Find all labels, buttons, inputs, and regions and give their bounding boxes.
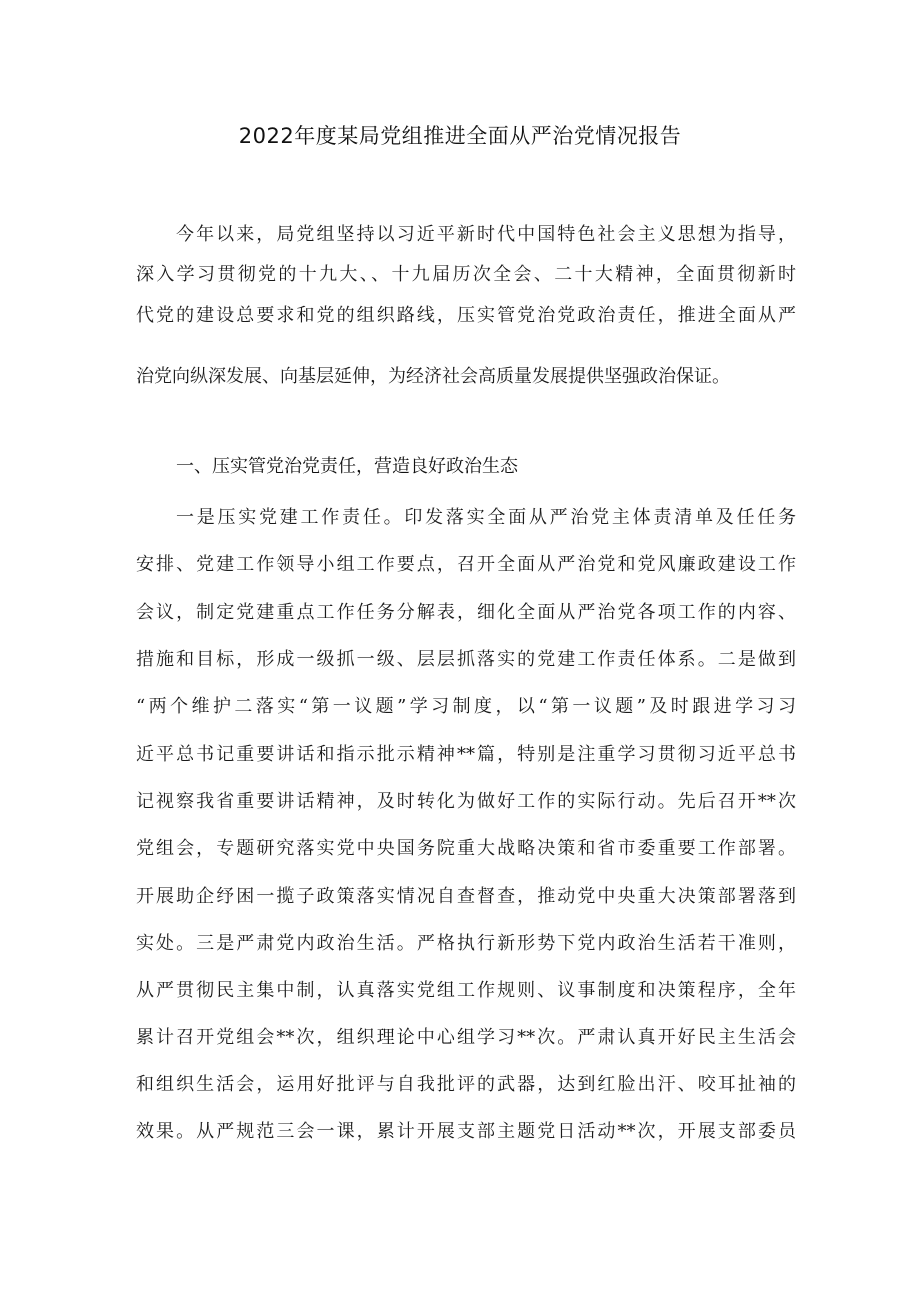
body-line: 措施和目标，形成一级抓一级、层层抓落实的党建工作责任体系。二是做到 [136, 649, 796, 670]
intro-line: 治党向纵深发展、向基层延伸，为经济社会高质量发展提供坚强政治保证。 [136, 366, 730, 387]
body-line: 和组织生活会，运用好批评与自我批评的武器，达到红脸出汗、咬耳扯袖的 [136, 1074, 796, 1095]
section-heading: 一、压实管党治党责任，营造良好政治生态 [176, 456, 518, 477]
body-line: 会议，制定党建重点工作任务分解表，细化全面从严治党各项工作的内容、 [136, 602, 796, 623]
body-line: 效果。从严规范三会一课，累计开展支部主题党日活动**次，开展支部委员 [136, 1121, 796, 1142]
body-line: 近平总书记重要讲话和指示批示精神**篇，特别是注重学习贯彻习近平总书 [136, 744, 796, 765]
body-line: 从严贯彻民主集中制，认真落实党组工作规则、议事制度和决策程序，全年 [136, 980, 796, 1001]
body-line: 记视察我省重要讲话精神，及时转化为做好工作的实际行动。先后召开**次 [136, 791, 796, 812]
intro-line: 深入学习贯彻党的十九大、、十九届历次全会、二十大精神，全面贯彻新时 [136, 264, 796, 285]
body-line: 开展助企纾困一揽子政策落实情况自查督查，推动党中央重大决策部署落到 [136, 886, 796, 907]
body-line: 党组会，专题研究落实党中央国务院重大战略决策和省市委重要工作部署。 [136, 838, 796, 859]
body-line: 实处。三是严肃党内政治生活。严格执行新形势下党内政治生活若干准则， [136, 933, 796, 954]
document-title: 2022年度某局党组推进全面从严治党情况报告 [238, 124, 682, 148]
body-line: 一是压实党建工作责任。印发落实全面从严治党主体责清单及任任务 [176, 507, 796, 528]
intro-line: 今年以来，局党组坚持以习近平新时代中国特色社会主义思想为指导， [176, 224, 796, 245]
body-line: 累计召开党组会**次，组织理论中心组学习**次。严肃认真开好民主生活会 [136, 1027, 796, 1048]
body-line: 安排、党建工作领导小组工作要点，召开全面从严治党和党风廉政建设工作 [136, 554, 796, 575]
intro-line: 代党的建设总要求和党的组织路线，压实管党治党政治责任，推进全面从严 [136, 305, 796, 326]
body-line: “两个维护二落实“第一议题”学习制度，以“第一议题”及时跟进学习习 [136, 696, 796, 717]
